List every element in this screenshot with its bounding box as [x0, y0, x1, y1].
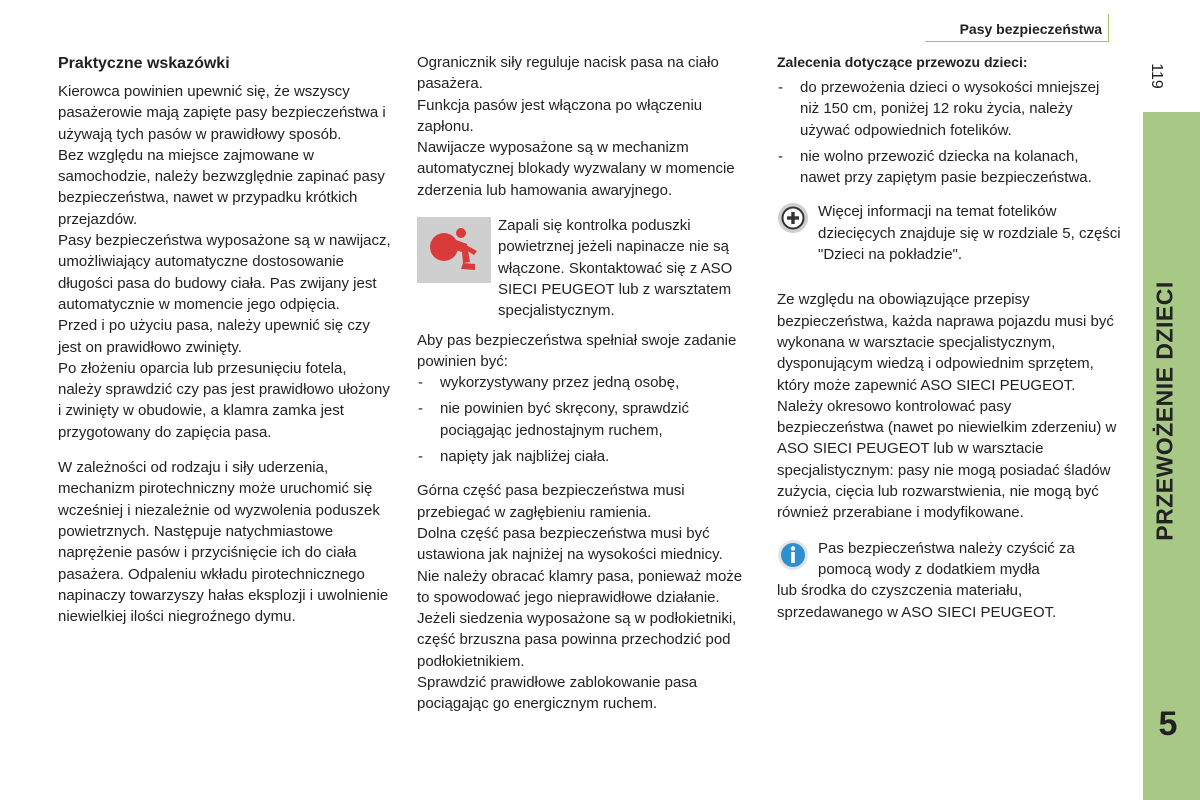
- paragraph: Górna część pasa bezpieczeństwa musi przebiegać w zagłębieniu ramienia.: [417, 482, 685, 521]
- page-number: 119: [1148, 63, 1165, 89]
- cleaning-info-note: [777, 538, 1122, 623]
- info-text-continued: lub środka do czyszczenia materiału, sprzedawanego w ASO SIECI PEUGEOT.: [777, 582, 1057, 621]
- paragraph: Kierowca powinien upewnić się, że wszyscy pasażerowie mają zapięte pasy bezpieczeństwa i używają tych pasów w prawidłowy sposób.: [58, 83, 386, 143]
- list-item: - napięty jak najbliżej ciała.: [417, 446, 755, 467]
- paragraph: Po złożeniu oparcia lub przesunięciu fotela, należy sprawdzić czy pas jest prawidłowo ułożony i zwinięty w obudowie, a klamra zamka jest przygotowany do zapięcia pasa.: [58, 359, 390, 441]
- info-text: Pas bezpieczeństwa należy czyścić za pomocą wody z dodatkiem mydła: [818, 539, 1075, 578]
- paragraph: Ogranicznik siły reguluje nacisk pasa na ciało pasażera.: [417, 54, 719, 93]
- column-right: [777, 52, 1122, 623]
- warning-text: Zapali się kontrolka poduszki powietrznej jeżeli napinacze nie są włączone. Skontaktować się z ASO SIECI PEUGEOT lub z warsztatem specjalistycznym.: [498, 217, 733, 320]
- paragraph: Pasy bezpieczeństwa wyposażone są w nawijacz, umożliwiający automatyczne dostosowanie długości pasa do budowy ciała. Pas zwijany jest automatycznie w momencie jego odpięcia.: [58, 232, 391, 313]
- info-icon: [777, 539, 809, 577]
- paragraph: Sprawdzić prawidłowe zablokowanie pasa pociągając go energicznym ruchem.: [417, 674, 698, 713]
- paragraph: Bez względu na miejsce zajmowane w samochodzie, należy bezwzględnie zapinać pasy bezpieczeństwa, nawet w przypadku krótkich przejazdów.: [58, 146, 385, 228]
- paragraph: Nawijacze wyposażone są w mechanizm automatycznej blokady wyzwalany w momencie zderzenia lub hamowania awaryjnego.: [417, 139, 735, 199]
- plus-icon: [777, 202, 809, 240]
- paragraph: Ze względu na obowiązujące przepisy bezpieczeństwa, każda naprawa pojazdu musi być wykonana w warsztacie specjalistycznym, dysponującym wiedzą i odpowiednim sprzętem, który może zapewnić ASO SIECI PEUGEOT.: [777, 291, 1114, 394]
- paragraph: Funkcja pasów jest włączona po włączeniu zapłonu.: [417, 96, 703, 135]
- child-transport-heading: Zalecenia dotyczące przewozu dzieci:: [777, 54, 1028, 70]
- paragraph: Należy okresowo kontrolować pasy bezpieczeństwa (nawet po niewielkim zderzeniu) w ASO SIECI PEUGEOT lub w warsztacie specjalistycznym: pasy nie mogą posiadać śladów zużycia, cięcia lub rozwarstwienia, nie mogą być również przerabiane i modyfikowane.: [777, 397, 1117, 522]
- paragraph: Dolna część pasa bezpieczeństwa musi być ustawiona jak najniżej na wysokości miednicy.: [417, 524, 723, 564]
- header-rule: [925, 41, 1109, 42]
- note-text: Więcej informacji na temat fotelików dziecięcych znajduje się w rozdziale 5, części "Dzieci na pokładzie".: [818, 203, 1121, 264]
- chapter-title: PRZEWOŻENIE DZIECI: [1151, 281, 1178, 541]
- paragraph: Nie należy obracać klamry pasa, ponieważ może to spowodować jego nieprawidłowe działanie. Jeżeli siedzenia wyposażone są w podłokietniki, część brzuszna pasa powinna przechodzić pod podłokietnikiem.: [417, 567, 743, 670]
- airbag-warning-box: [417, 215, 755, 321]
- practical-tips-heading: Praktyczne wskazówki: [58, 55, 230, 72]
- belt-requirements-list: [417, 372, 755, 467]
- chapter-number: 5: [1158, 705, 1178, 743]
- child-transport-list: [777, 77, 1122, 188]
- column-left: [58, 52, 393, 627]
- header-rule-tick: [1108, 14, 1109, 41]
- list-item: - wykorzystywany przez jedną osobę,: [417, 372, 755, 393]
- paragraph: Przed i po użyciu pasa, należy upewnić się czy jest on prawidłowo zwinięty.: [58, 317, 370, 356]
- airbag-warning-icon: [417, 217, 491, 283]
- list-item: - nie wolno przewozić dziecka na kolanach, nawet przy zapiętym pasie bezpieczeństwa.: [777, 146, 1122, 189]
- list-item: - nie powinien być skręcony, sprawdzić pociągając jednostajnym ruchem,: [417, 398, 755, 441]
- paragraph: W zależności od rodzaju i siły uderzenia, mechanizm pirotechniczny może uruchomić się wcześniej i niezależnie od wyzwolenia poduszek powietrznych. Następuje natychmiastowe naprężenie pasów i przyciśnięcie ich do ciała pasażera. Odpaleniu wkładu pirotechnicznego napinaczy towarzyszy hałas eksplozji i uwolnienie niewielkiej ilości niegroźnego dymu.: [58, 459, 389, 626]
- paragraph: Aby pas bezpieczeństwa spełniał swoje zadanie powinien być:: [417, 331, 737, 370]
- section-title: Pasy bezpieczeństwa: [959, 21, 1102, 37]
- list-item: - do przewożenia dzieci o wysokości mniejszej niż 150 cm, poniżej 12 roku życia, należy używać odpowiednich fotelików.: [777, 77, 1122, 141]
- more-info-note: [777, 201, 1122, 265]
- column-middle: [417, 52, 755, 715]
